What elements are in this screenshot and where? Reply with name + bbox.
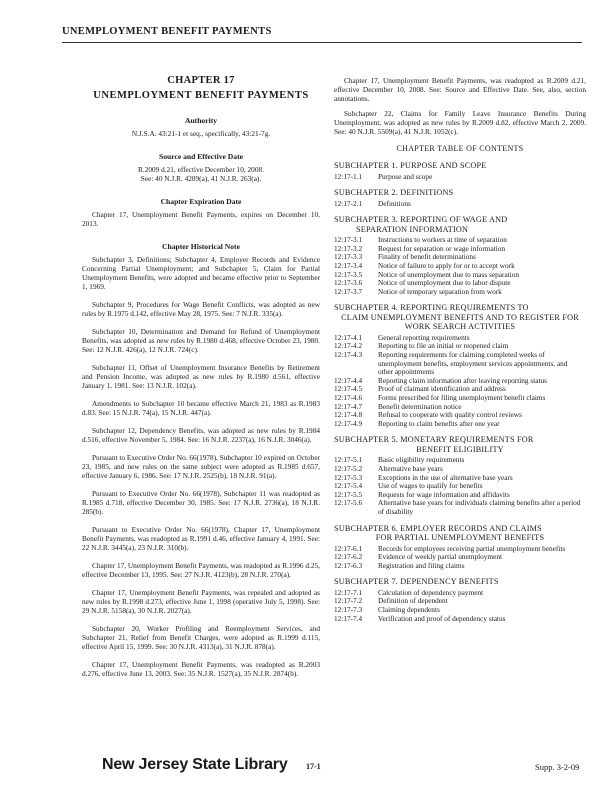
section-number: 12:17-4.3 (334, 350, 363, 360)
history-paragraph: Pursuant to Executive Order No. 66(1978), Chapter 17, Unemployment Benefit Payments, was readopted as R.1991 d.46, effective January 4, 1991. See: 22 N.J.R. 3445(a), 23 N.J.R. 310(b). (82, 525, 320, 552)
toc-entry (334, 456, 586, 465)
section-number: 12:17-5.2 (334, 463, 363, 473)
section-title: Requests for wage information and affidavits (378, 489, 510, 499)
section-title: Finality of benefit determinations (378, 252, 476, 262)
section-title: Notice of failure to apply for or to accept work (378, 260, 515, 270)
subchapter-heading: SUBCHAPTER 6. EMPLOYER RECORDS AND CLAIMS (334, 523, 542, 533)
section-title: Definition of dependent (378, 596, 448, 606)
section-title: Notice of temporary separation from work (378, 286, 502, 296)
subchapter-heading: SUBCHAPTER 7. DEPENDENCY BENEFITS (334, 577, 499, 587)
section-number: 12:17-4.8 (334, 410, 363, 420)
history-paragraph: Pursuant to Executive Order No. 66(1978), Subchapter 11 was readopted as R.1985 d.718, effective December 30, 1985. See: 17 N.J.R. 2736(a), 18 N.J.R. 285(b). (82, 489, 320, 516)
section-title: Definitions (378, 198, 411, 208)
section-list (334, 173, 586, 182)
toc-entry (334, 173, 586, 182)
chapter-number: CHAPTER 17 (167, 75, 235, 86)
section-title: Proof of claimant identification and address (378, 384, 506, 394)
toc-entry (334, 615, 586, 624)
subchapter-heading: SUBCHAPTER 1. PURPOSE AND SCOPE (334, 161, 487, 170)
section-title: Notice of unemployment due to labor dispute (378, 278, 511, 288)
subchapter-heading: SUBCHAPTER 3. REPORTING OF WAGE AND (334, 215, 508, 225)
section-number: 12:17-2.1 (334, 198, 363, 208)
intro-paragraph: Subchapter 22, Claims for Family Leave Insurance Benefits During Unemployment, was adopted as new rules by R.2009 d.82, effective March 2, 2009. See: 40 N.J.R. 5509(a), 41 N.J.R. 1052(c). (334, 109, 586, 136)
subchapter-heading-cont: BENEFIT ELIGIBILITY (416, 444, 504, 454)
subchapter-heading: SUBCHAPTER 5. MONETARY REQUIREMENTS FOR (334, 435, 534, 445)
expiration-text: Chapter 17, Unemployment Benefit Payments, expires on December 10, 2013. (82, 210, 320, 228)
authority-heading: Authority (184, 116, 218, 125)
toc-entry (334, 200, 586, 209)
history-paragraph: Chapter 17, Unemployment Benefit Payments, was repealed and adopted as new rules by R.1998 d.273, effective June 1, 1998 (operative July 5, 1998). See: 29 N.J.R. 5158(a), 30 N.J.R. 2027(a). (82, 588, 320, 615)
supplement-date: Supp. 3-2-09 (535, 762, 580, 772)
section-title: Calculation of dependency payment (378, 587, 484, 597)
section-number: 12:17-5.1 (334, 455, 363, 465)
section-title: Basic eligibility requirements (378, 455, 465, 465)
section-number: 12:17-1.1 (334, 171, 363, 181)
history-heading: Chapter Historical Note (162, 242, 240, 251)
section-title: Records for employees receiving partial unemployment benefits (378, 543, 566, 553)
section-title: Instructions to workers at time of separation (378, 235, 507, 245)
section-title: General reporting requirements (378, 332, 470, 342)
section-number: 12:17-3.3 (334, 252, 363, 262)
expiration-heading: Chapter Expiration Date (160, 197, 242, 206)
section-title: Registration and filing claims (378, 560, 465, 570)
section-title: Reporting claim information after leaving reporting status (378, 375, 547, 385)
section-number: 12:17-6.2 (334, 552, 363, 562)
section-title: Request for separation or wage information (378, 243, 506, 253)
section-number: 12:17-7.2 (334, 596, 363, 606)
section-number: 12:17-3.6 (334, 278, 363, 288)
section-list (334, 236, 586, 296)
section-list (334, 589, 586, 623)
toc-heading: CHAPTER TABLE OF CONTENTS (396, 144, 524, 153)
section-number: 12:17-4.9 (334, 418, 363, 428)
section-title: Verification and proof of dependency status (378, 613, 506, 623)
history-paragraph: Subchapter 10, Determination and Demand for Refund of Unemployment Benefits, was adopted as new rules by R.1980 d.468, effective October 23, 1980. See: 12 N.J.R. 426(a), 12 N.J.R. 724(c). (82, 327, 320, 354)
table-of-contents (334, 161, 586, 623)
section-number: 12:17-4.6 (334, 393, 363, 402)
section-number: 12:17-4.2 (334, 341, 363, 351)
section-number: 12:17-5.3 (334, 472, 363, 482)
history-paragraph: Subchapter 9, Procedures for Wage Benefit Conflicts, was adopted as new rules by R.1975 d.142, effective May 28, 1975. See: 7 N.J.R. 335(a). (82, 300, 320, 318)
toc-entry (334, 499, 586, 516)
history-paragraph: Subchapter 20, Worker Profiling and Reemployment Services, and Subchapter 21, Relief from Benefit Charges, were adopted as R.1999 d.115, effective April 15, 1999. See: 30 N.J.R. 4313(a), 31 N.J.R. 878(a). (82, 624, 320, 651)
page-number: 17-1 (306, 762, 321, 771)
section-title: Use of wages to qualify for benefits (378, 481, 483, 491)
section-list (334, 545, 586, 571)
history-paragraph: Chapter 17, Unemployment Benefit Payments, was readopted as R.1996 d.25, effective December 13, 1995. See: 27 N.J.R. 4123(b), 28 N.J.R. 270(a). (82, 561, 320, 579)
section-number: 12:17-4.4 (334, 375, 363, 385)
section-number: 12:17-3.5 (334, 269, 363, 279)
section-number: 12:17-4.5 (334, 384, 363, 394)
toc-entry (334, 597, 586, 606)
section-title: Exceptions in the use of alternative base years (378, 472, 513, 482)
section-number: 12:17-3.4 (334, 260, 363, 270)
section-title: Notice of unemployment due to mass separation (378, 269, 520, 279)
history-paragraph: Chapter 17, Unemployment Benefit Payments, was readopted as R.2003 d.276, effective June 13, 2003. See: 35 N.J.R. 1527(a), 35 N.J.R. 2874(b). (82, 660, 320, 678)
history-notes (82, 255, 320, 678)
left-column (82, 76, 320, 687)
section-title: Alternative base years (378, 463, 443, 473)
history-paragraph: Subchapter 12, Dependency Benefits, was adopted as new rules by R.1984 d.516, effective November 5, 1984. See: 16 N.J.R. 2237(a), 16 N.J.R. 3046(a). (82, 426, 320, 444)
section-number: 12:17-7.4 (334, 613, 363, 623)
subchapter-heading: SUBCHAPTER 2. DEFINITIONS (334, 188, 454, 198)
library-logo: New Jersey State Library (102, 756, 288, 773)
section-list (334, 456, 586, 516)
section-number: 12:17-5.5 (334, 489, 363, 499)
section-title: Evidence of weekly partial unemployment (378, 552, 503, 562)
subchapter-heading: SUBCHAPTER 4. REPORTING REQUIREMENTS TO (334, 303, 529, 313)
history-paragraph: Subchapter 11, Offset of Unemployment Insurance Benefits by Retirement and Pension Income, was adopted as new rules by R.1980 d.561, effective January 1, 1981. See: 13 N.J.R. 102(a). (82, 363, 320, 390)
section-number: 12:17-3.1 (334, 235, 363, 245)
subchapter-heading-cont: FOR PARTIAL UNEMPLOYMENT BENEFITS (375, 533, 545, 543)
section-title: Claiming dependents (378, 605, 440, 614)
history-paragraph: Amendments to Subchapter 10 became effective March 21, 1983 as R.1983 d.83. See: 15 N.J.R. 74(a), 15 N.J.R. 447(a). (82, 399, 320, 417)
subchapter-heading-cont: CLAIM UNEMPLOYMENT BENEFITS AND TO REGISTER FOR WORK SEARCH ACTIVITIES (341, 312, 579, 332)
chapter-title: UNEMPLOYMENT BENEFIT PAYMENTS (93, 90, 309, 101)
section-number: 12:17-7.3 (334, 605, 363, 614)
section-title: Forms prescribed for filing unemployment benefit claims (378, 393, 546, 402)
toc-entry (334, 288, 586, 297)
section-number: 12:17-4.1 (334, 332, 363, 342)
section-number: 12:17-3.2 (334, 243, 363, 253)
section-number: 12:17-3.7 (334, 286, 363, 296)
section-title: Refusal to cooperate with quality control reviews (378, 410, 522, 420)
section-title: Reporting to claim benefits after one year (378, 418, 500, 428)
intro-paragraph: Chapter 17, Unemployment Benefit Payments, was readopted as R.2009 d.21, effective December 10, 2008. See: Source and Effective Date. See, also, section annotations. (334, 76, 586, 103)
section-title: Purpose and scope (378, 171, 433, 181)
source-line-1: R.2009 d.21, effective December 10, 2008. (138, 165, 264, 174)
section-title: Reporting to file an initial or reopened claim (378, 341, 509, 351)
section-title: Alternative base years for individuals claiming benefits after a period of disability (378, 498, 581, 516)
toc-entry (334, 351, 586, 377)
authority-text: N.J.S.A. 43:21-1 et seq., specifically, 43:21-7g. (131, 129, 271, 138)
section-number: 12:17-5.6 (334, 498, 363, 508)
subchapter-heading-cont: SEPARATION INFORMATION (356, 224, 469, 234)
history-paragraph: Subchapter 3, Definitions; Subchapter 4, Employer Records and Evidence Concerning Partial Unemployment; and Subchapter 5, Claim for Partial Unemployment Benefits, were adopted and became effective prior to September 1, 1969. (82, 255, 320, 291)
section-number: 12:17-4.7 (334, 401, 363, 411)
toc-entry (334, 420, 586, 429)
running-head: UNEMPLOYMENT BENEFIT PAYMENTS (62, 26, 272, 37)
source-heading: Source and Effective Date (158, 152, 243, 161)
header-rule (62, 42, 582, 43)
section-number: 12:17-6.1 (334, 543, 363, 553)
section-title: Reporting requirements for claiming completed weeks of unemployment benefits, employment services appointments, and other appointments (378, 350, 568, 377)
section-number: 12:17-5.4 (334, 481, 363, 491)
toc-entry (334, 562, 586, 571)
section-list (334, 200, 586, 209)
section-number: 12:17-6.3 (334, 560, 363, 570)
toc-entry (334, 589, 586, 598)
section-title: Benefit determination notice (378, 401, 462, 411)
history-paragraph: Pursuant to Executive Order No. 66(1978), Subchapter 10 expired on October 23, 1985, and new rules on the same subject were adopted as R.1985 d.657, effective January 6, 1986. See: 17 N.J.R. 2525(b), 18 N.J.R. 91(a). (82, 453, 320, 480)
section-list (334, 334, 586, 429)
section-number: 12:17-7.1 (334, 587, 363, 597)
right-column (334, 76, 586, 630)
source-line-2: See: 40 N.J.R. 4289(a), 41 N.J.R. 263(a). (140, 174, 262, 183)
